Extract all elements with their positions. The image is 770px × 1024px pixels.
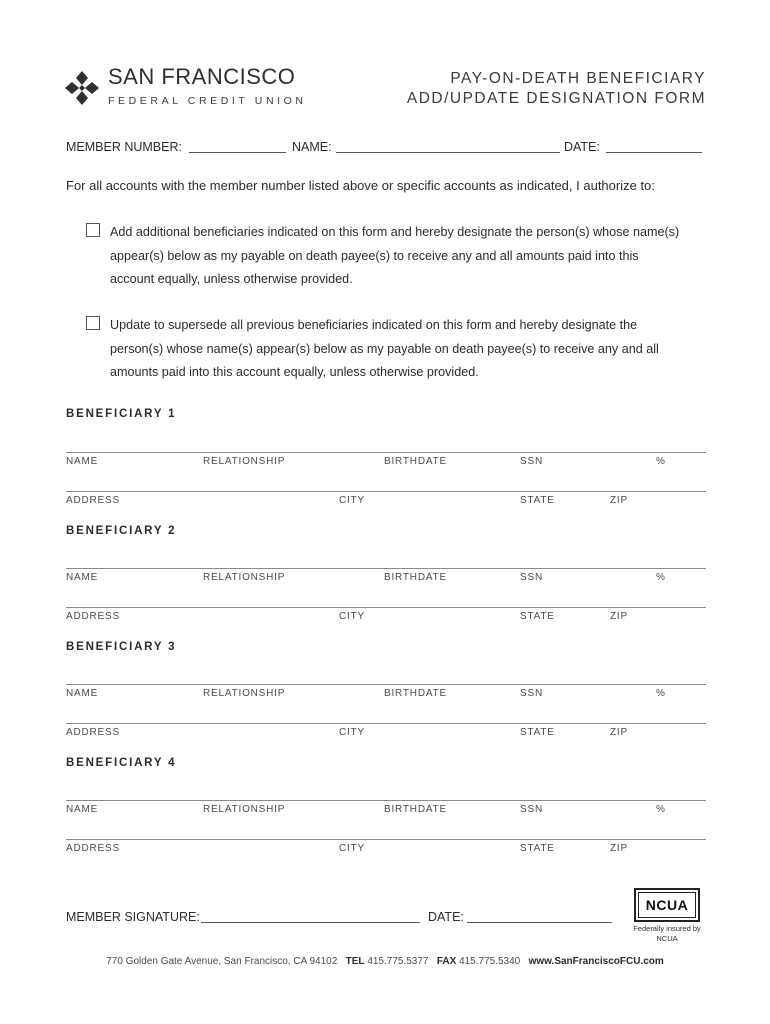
city-field-label: CITY: [339, 843, 365, 854]
ncua-logo: [634, 888, 700, 922]
zip-field-label: ZIP: [610, 727, 628, 738]
form-title-line-1: PAY-ON-DEATH BENEFICIARY: [450, 70, 706, 87]
ncua-caption: Federally insured by NCUA: [633, 924, 701, 943]
date-field[interactable]: [606, 152, 702, 153]
member-info-row: [66, 140, 704, 158]
ssn-field-label: SSN: [520, 688, 543, 699]
intro-text: For all accounts with the member number listed above or specific accounts as indicated, I authorize to:: [66, 178, 655, 193]
zip-field-label: ZIP: [610, 495, 628, 506]
city-field-label: CITY: [339, 611, 365, 622]
form-title-line-2: ADD/UPDATE DESIGNATION FORM: [406, 90, 706, 107]
percent-field-label: %: [656, 804, 666, 815]
birthdate-field-label: BIRTHDATE: [384, 572, 447, 583]
org-subtitle: FEDERAL CREDIT UNION: [108, 95, 307, 107]
birthdate-field-label: BIRTHDATE: [384, 804, 447, 815]
name-field-label: NAME: [66, 456, 99, 467]
beneficiary-2-row-1-line[interactable]: [66, 568, 706, 569]
address-field-label: ADDRESS: [66, 611, 120, 622]
form-title: [407, 69, 706, 109]
address-field-label: ADDRESS: [66, 843, 120, 854]
beneficiary-4-row-1-line[interactable]: [66, 800, 706, 801]
add-beneficiaries-checkbox[interactable]: [86, 223, 100, 237]
address-field-label: ADDRESS: [66, 495, 120, 506]
percent-field-label: %: [656, 456, 666, 467]
ssn-field-label: SSN: [520, 572, 543, 583]
state-field-label: STATE: [520, 843, 555, 854]
zip-field-label: ZIP: [610, 611, 628, 622]
option-add-text: Add additional beneficiaries indicated on this form and hereby designate the person(s) whose name(s) appear(s) below as my payable on death payee(s) to receive any and all amounts paid into this account equally, unless otherwise provided.: [110, 225, 680, 286]
footer-tel-label: TEL: [345, 956, 365, 967]
beneficiary-1-title: BENEFICIARY 1: [66, 408, 177, 420]
birthdate-field-label: BIRTHDATE: [384, 688, 447, 699]
state-field-label: STATE: [520, 727, 555, 738]
ncua-logo-text: NCUA: [645, 897, 689, 913]
member-signature-field[interactable]: [201, 922, 420, 923]
relationship-field-label: RELATIONSHIP: [203, 572, 286, 583]
beneficiary-1-row-2-line[interactable]: [66, 491, 706, 492]
member-number-label: MEMBER NUMBER:: [66, 140, 182, 154]
percent-field-label: %: [656, 688, 666, 699]
relationship-field-label: RELATIONSHIP: [203, 804, 286, 815]
beneficiary-3-row-2-line[interactable]: [66, 723, 706, 724]
beneficiary-4-title: BENEFICIARY 4: [66, 757, 177, 769]
beneficiary-3-row-1-line[interactable]: [66, 684, 706, 685]
footer-website-link[interactable]: www.SanFranciscoFCU.com: [528, 956, 664, 967]
option-update-beneficiaries: [86, 314, 686, 386]
footer-address: 770 Golden Gate Avenue, San Francisco, CA 94102: [106, 956, 338, 967]
footer-fax-label: FAX: [436, 956, 457, 967]
option-update-text: Update to supersede all previous beneficiaries indicated on this form and hereby designate the person(s) whose name(s) appear(s) below as my payable on death payee(s) to receive any and all amounts paid into this account equally, unless otherwise provided.: [110, 318, 659, 379]
credit-union-logo-icon: [64, 70, 100, 106]
address-field-label: ADDRESS: [66, 727, 120, 738]
signature-date-field[interactable]: [467, 922, 612, 923]
name-field-label: NAME: [66, 688, 99, 699]
member-number-field[interactable]: [189, 152, 286, 153]
name-field-label: NAME: [66, 804, 99, 815]
city-field-label: CITY: [339, 727, 365, 738]
member-signature-label: MEMBER SIGNATURE:: [66, 910, 200, 924]
state-field-label: STATE: [520, 611, 555, 622]
ssn-field-label: SSN: [520, 804, 543, 815]
relationship-field-label: RELATIONSHIP: [203, 688, 286, 699]
ssn-field-label: SSN: [520, 456, 543, 467]
footer-fax: 415.775.5340: [459, 956, 521, 967]
beneficiary-2-title: BENEFICIARY 2: [66, 525, 177, 537]
option-add-beneficiaries: [86, 221, 686, 293]
update-beneficiaries-checkbox[interactable]: [86, 316, 100, 330]
name-label: NAME:: [292, 140, 332, 154]
footer: [0, 956, 770, 967]
date-label: DATE:: [564, 140, 600, 154]
beneficiary-4-row-2-line[interactable]: [66, 839, 706, 840]
relationship-field-label: RELATIONSHIP: [203, 456, 286, 467]
beneficiary-3-title: BENEFICIARY 3: [66, 641, 177, 653]
beneficiary-2-row-2-line[interactable]: [66, 607, 706, 608]
beneficiary-1-row-1-line[interactable]: [66, 452, 706, 453]
member-name-field[interactable]: [336, 152, 560, 153]
birthdate-field-label: BIRTHDATE: [384, 456, 447, 467]
zip-field-label: ZIP: [610, 843, 628, 854]
signature-date-label: DATE:: [428, 910, 464, 924]
state-field-label: STATE: [520, 495, 555, 506]
name-field-label: NAME: [66, 572, 99, 583]
org-name: SAN FRANCISCO: [108, 64, 296, 89]
footer-tel: 415.775.5377: [367, 956, 429, 967]
city-field-label: CITY: [339, 495, 365, 506]
percent-field-label: %: [656, 572, 666, 583]
